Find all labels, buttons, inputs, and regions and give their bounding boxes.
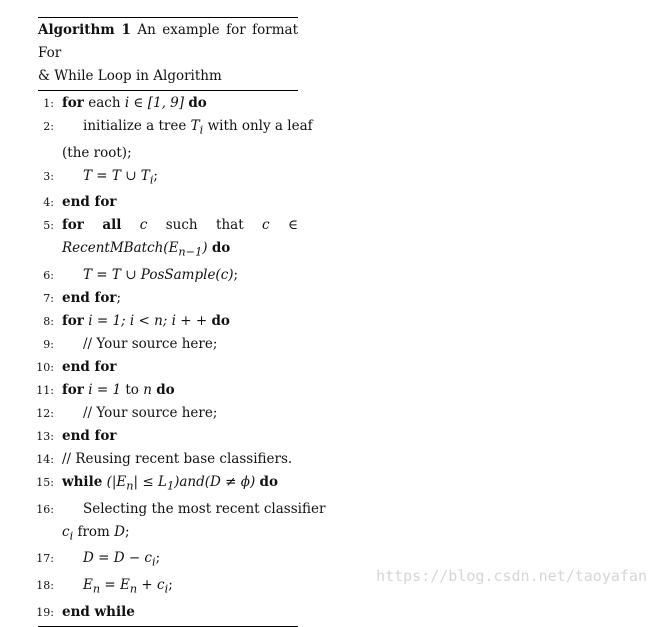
text: that	[216, 217, 244, 234]
line-number: 1:	[43, 97, 54, 110]
line-11	[38, 379, 298, 402]
keyword: end for	[62, 290, 117, 307]
text: such	[165, 217, 198, 234]
text: ;	[116, 290, 122, 307]
math: n	[143, 382, 152, 399]
keyword: for	[62, 217, 84, 234]
math: i ∈ [1, 9]	[124, 95, 185, 111]
line-number: 14:	[36, 453, 54, 467]
math: + c	[141, 577, 165, 594]
math: T = T ∪ T	[83, 167, 150, 184]
keyword: for	[62, 382, 84, 399]
line-15	[38, 471, 298, 498]
line-13	[38, 425, 298, 448]
math: i = 1; i < n; i + +	[88, 313, 208, 330]
comment: // Your source here;	[83, 405, 218, 422]
line-5	[38, 214, 298, 237]
line-5-continued	[38, 237, 298, 264]
line-body	[62, 550, 161, 570]
line-number: 5:	[43, 219, 54, 233]
line-number: 4:	[43, 196, 54, 210]
watermark: https://blog.csdn.net/taoyafan	[376, 567, 647, 585]
math: T = T ∪ PosSample(c)	[83, 267, 234, 284]
line-2	[38, 115, 313, 142]
math-sub: 1	[166, 479, 175, 493]
keyword: while	[62, 474, 103, 491]
line-number: 3:	[43, 169, 54, 183]
text: ;	[155, 550, 161, 567]
line-number: 10:	[36, 361, 54, 375]
line-body	[62, 405, 217, 421]
math-part: (|E	[106, 474, 127, 491]
line-10	[38, 356, 298, 379]
line-6	[38, 264, 298, 287]
math: )	[202, 240, 208, 257]
line-number: 17:	[36, 552, 54, 566]
line-body	[62, 267, 238, 283]
keyword: end for	[62, 194, 117, 211]
line-7	[38, 287, 298, 310]
line-number: 16:	[36, 502, 54, 516]
text: each	[88, 95, 121, 111]
math: E	[83, 577, 93, 594]
line-number: 15:	[36, 476, 54, 490]
keyword: end while	[62, 603, 135, 620]
line-number: 9:	[43, 338, 54, 352]
line-17	[38, 547, 298, 574]
math: RecentMBatch(E	[62, 240, 179, 257]
math: c	[139, 217, 148, 234]
math-sub: n	[92, 582, 101, 596]
line-16-continued	[38, 521, 298, 548]
keyword: do	[259, 474, 278, 491]
line-body	[62, 501, 325, 517]
keyword: do	[211, 240, 231, 257]
math-part: )and(D ≠ ϕ)	[174, 474, 256, 491]
keyword: for	[62, 95, 84, 111]
text: ;	[233, 267, 239, 284]
line-4	[38, 191, 298, 214]
text: ;	[124, 523, 130, 540]
text: to	[125, 382, 139, 399]
text: with only a leaf	[207, 118, 313, 134]
line-number: 13:	[36, 430, 54, 444]
algorithm-label: Algorithm 1	[38, 22, 131, 38]
math-part: | ≤ L	[133, 474, 167, 491]
keyword: end for	[62, 359, 117, 376]
line-number: 12:	[36, 407, 54, 421]
line-12	[38, 402, 298, 425]
math-sub: i	[152, 556, 156, 570]
math: ∈	[288, 217, 298, 234]
keyword: for	[62, 313, 84, 330]
math: D	[114, 523, 125, 540]
line-number: 11:	[36, 384, 54, 398]
comment: // Reusing recent base classifiers.	[62, 451, 293, 468]
text: (the root);	[62, 144, 132, 161]
algorithm-block	[36, 17, 326, 627]
line-body	[62, 214, 298, 237]
line-body	[62, 577, 173, 596]
line-body	[62, 118, 313, 137]
math-sub: i	[149, 173, 154, 187]
line-9	[38, 333, 298, 356]
math-sub: n−1	[178, 246, 203, 260]
line-8	[38, 310, 298, 333]
text: ;	[168, 577, 173, 594]
line-number: 18:	[36, 579, 54, 593]
line-number: 2:	[43, 120, 54, 133]
caption-text-2: & While Loop in Algorithm	[38, 68, 222, 84]
keyword: do	[211, 313, 230, 330]
math-sub: i	[164, 582, 169, 596]
line-number: 7:	[43, 292, 54, 306]
line-number: 8:	[43, 315, 54, 329]
math-sub: i	[199, 123, 204, 137]
math-sub: i	[69, 529, 74, 543]
math	[106, 474, 256, 493]
text: Selecting the most recent classifier	[83, 500, 326, 517]
caption-rule	[38, 90, 298, 91]
math: c	[62, 523, 70, 540]
keyword: do	[156, 382, 175, 399]
math-sub: n	[129, 582, 138, 596]
text: from	[77, 523, 110, 540]
math-sub: n	[126, 479, 134, 493]
caption-text-1: An example for format For	[38, 22, 299, 61]
line-body	[62, 336, 217, 352]
text: ;	[153, 167, 158, 184]
algorithm-caption	[38, 18, 298, 88]
line-16	[36, 498, 326, 521]
line-14	[38, 448, 298, 471]
line-number: 6:	[43, 269, 54, 283]
math: i = 1	[88, 382, 122, 399]
math: D = D − c	[83, 550, 152, 567]
text: initialize a tree	[83, 118, 187, 134]
keyword: do	[188, 95, 207, 111]
math: T	[190, 118, 200, 134]
math: = E	[104, 577, 130, 594]
line-number: 19:	[36, 605, 54, 619]
line-1	[38, 92, 298, 115]
keyword: end for	[62, 428, 117, 445]
comment: // Your source here;	[83, 336, 218, 353]
line-19	[38, 601, 298, 624]
algorithm-lines	[36, 92, 326, 624]
line-2-continued	[38, 142, 298, 165]
line-3	[38, 165, 298, 192]
line-body	[62, 167, 158, 187]
math: c	[262, 217, 270, 234]
keyword: all	[102, 217, 122, 234]
